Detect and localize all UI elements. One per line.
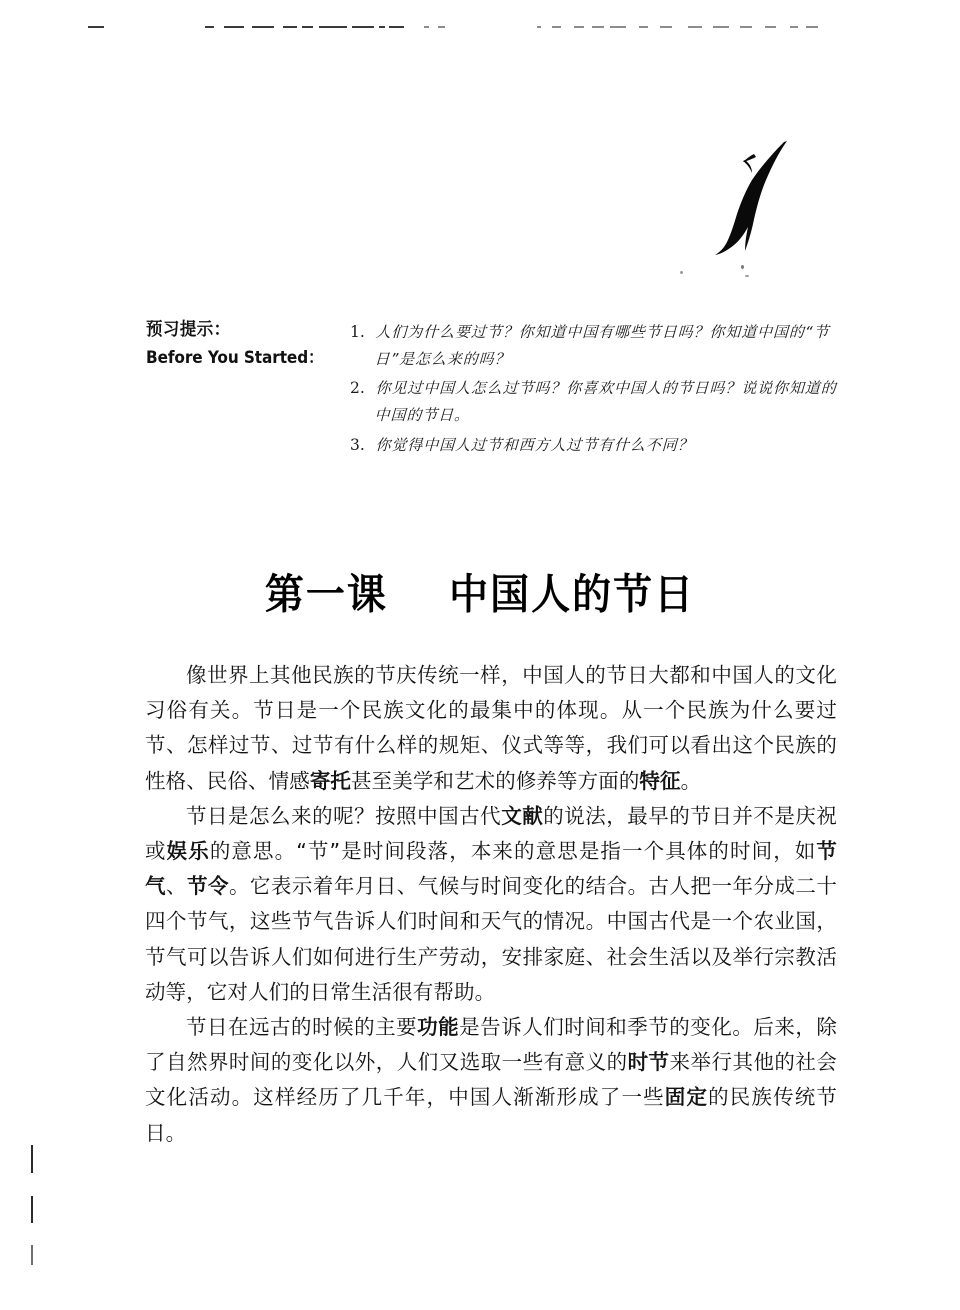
text-run: 是告诉人们时间和季节的变化。后来，除了自然界时间的变化以外，人们又选取一些有意义的 bbox=[145, 1015, 837, 1075]
text-run: 的民族传统节日。 bbox=[145, 1085, 837, 1145]
scan-artifact-speck bbox=[680, 271, 683, 274]
vocabulary-term: 时节 bbox=[627, 1050, 670, 1075]
scan-artifact-margin-mark bbox=[31, 1145, 33, 1173]
scan-artifact-speck bbox=[745, 275, 749, 277]
text-run: 节日在远古的时候的主要 bbox=[186, 1015, 418, 1040]
vocabulary-term: 功能 bbox=[417, 1015, 460, 1040]
paragraph bbox=[145, 799, 837, 1010]
question-text: 你觉得中国人过节和西方人过节有什么不同？ bbox=[375, 435, 694, 454]
vocabulary-term: 文献 bbox=[501, 803, 544, 828]
list-item bbox=[350, 319, 840, 372]
text-run: 、 bbox=[165, 874, 187, 899]
question-number: 1. bbox=[350, 323, 365, 341]
prelude-question-list bbox=[350, 319, 840, 461]
list-item bbox=[350, 375, 840, 428]
vocabulary-term: 固定 bbox=[664, 1085, 709, 1110]
vocabulary-term: 娱乐 bbox=[166, 839, 210, 864]
question-number: 2. bbox=[350, 379, 365, 398]
scan-artifact-margin-mark bbox=[31, 1245, 33, 1265]
prelude-heading bbox=[146, 318, 346, 370]
text-run: 的意思。“节”是时间段落，本来的意思是指一个具体的时间，如 bbox=[209, 839, 817, 864]
list-item bbox=[350, 432, 840, 459]
prelude-heading-chinese: 预习提示： bbox=[146, 320, 231, 340]
question-number: 3. bbox=[350, 435, 365, 454]
text-run: 。它表示着年月日、气候与时间变化的结合。古人把一年分成二十四个节气，这些节气告诉人们时间和天气的情况。中国古代是一个农业国，节气可以告诉人们如何进行生产劳动，安排家庭、社会生活以及举行宗教活动等，它对人们的日常生活很有帮助。 bbox=[145, 874, 837, 1004]
text-run: 的说法，最早的节日并不是庆祝或 bbox=[145, 803, 838, 864]
paragraph bbox=[145, 1010, 837, 1151]
chapter-number-ornament bbox=[688, 130, 808, 270]
vocabulary-term: 寄托 bbox=[309, 768, 352, 793]
question-text: 你见过中国人怎么过节吗？你喜欢中国人的节日吗？说说你知道的中国的节日。 bbox=[374, 379, 837, 425]
lesson-number-label: 第一课 bbox=[264, 571, 388, 620]
vocabulary-term: 节气 bbox=[145, 839, 838, 899]
text-run: 来举行其他的社会文化活动。这样经历了几千年，中国人渐渐形成了一些 bbox=[145, 1050, 837, 1110]
text-run: 。 bbox=[680, 768, 702, 793]
vocabulary-term: 节令 bbox=[186, 874, 229, 899]
question-text: 人们为什么要过节？你知道中国有哪些节日吗？你知道中国的“节日”是怎么来的吗？ bbox=[374, 323, 830, 368]
page-title bbox=[0, 562, 960, 621]
lesson-title-text: 中国人的节日 bbox=[449, 571, 696, 620]
scan-artifact-margin-mark bbox=[31, 1196, 33, 1223]
paragraph bbox=[145, 658, 837, 799]
text-run: 甚至美学和艺术的修养等方面的 bbox=[351, 768, 640, 793]
scan-artifact-dash-line bbox=[0, 24, 960, 32]
prelude-heading-english: Before You Started： bbox=[146, 347, 324, 368]
article-body bbox=[145, 658, 837, 1151]
text-run: 像世界上其他民族的节庆传统一样，中国人的节日大都和中国人的文化习俗有关。节日是一个民族文化的最集中的体现。从一个民族为什么要过节、怎样过节、过节有什么样的规矩、仪式等等，我们可以看出这个民族的性格、民俗、情感 bbox=[145, 663, 837, 793]
text-run: 节日是怎么来的呢？按照中国古代 bbox=[186, 803, 502, 828]
vocabulary-term: 特征 bbox=[639, 768, 681, 793]
